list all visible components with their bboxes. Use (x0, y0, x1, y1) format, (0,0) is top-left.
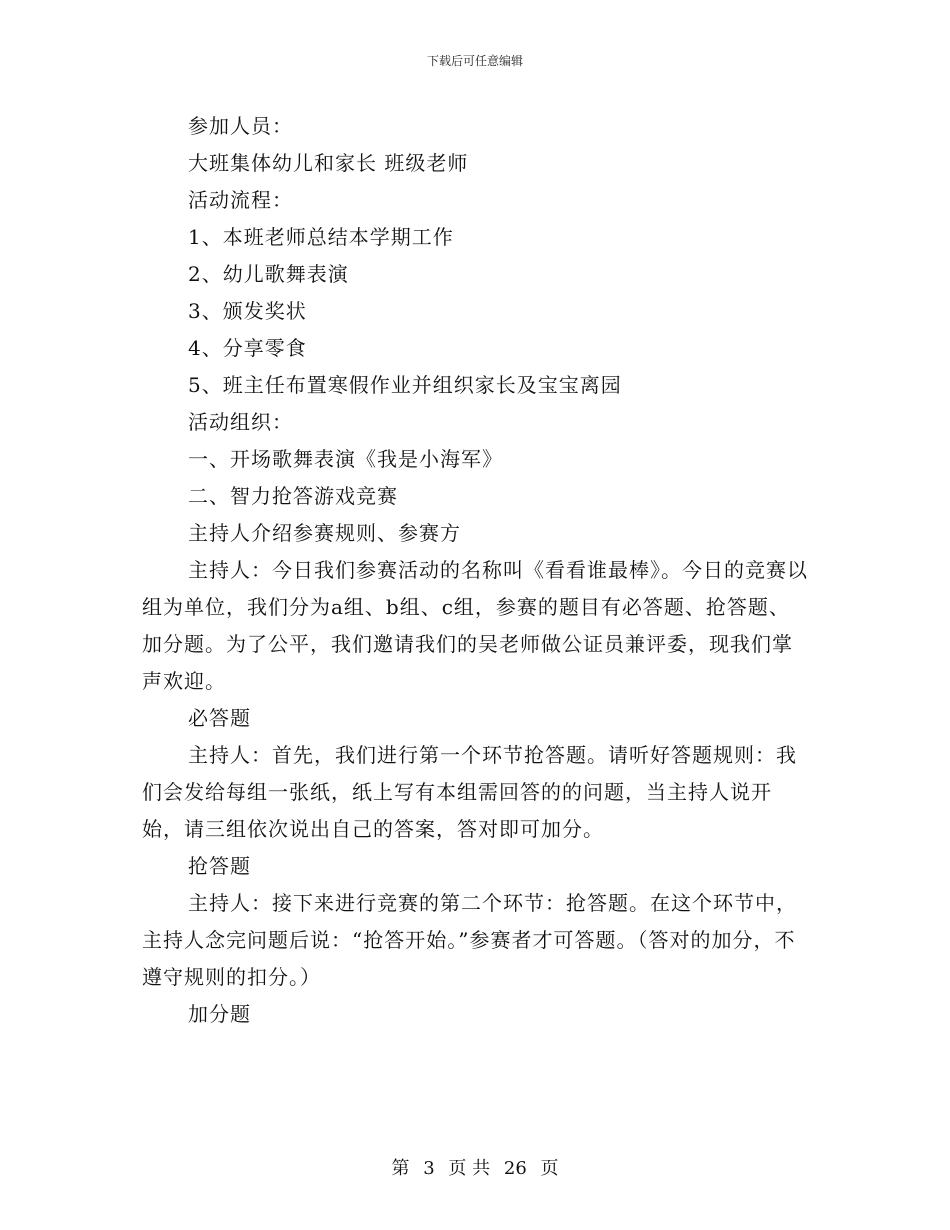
footer-prefix: 第 (391, 1158, 410, 1179)
paragraph: 主持人：首先，我们进行第一个环节抢答题。请听好答题规则：我们会发给每组一张纸，纸上写有本组需回答的的问题，当主持人说开始，请三组依次说出自己的答案，答对即可加分。 (142, 743, 797, 841)
total-pages: 26 (503, 1158, 527, 1179)
text-line: 主持人介绍参赛规则、参赛方 (188, 521, 461, 545)
page-header: 下载后可任意编辑 (426, 54, 523, 68)
paragraph: 主持人：今日我们参赛活动的名称叫《看看谁最棒》。今日的竞赛以组为单位，我们分为a组、b组、c组，参赛的题目有必答题、抢答题、加分题。为了公平，我们邀请我们的吴老师做公证员兼评委，现我们掌声欢迎。 (142, 558, 808, 693)
text-line: 一、开场歌舞表演《我是小海军》 (188, 447, 503, 471)
footer-suffix: 页 (540, 1158, 559, 1179)
section-heading: 必答题 (188, 706, 251, 730)
text-line: 参加人员： (188, 114, 293, 138)
section-heading: 加分题 (188, 1002, 251, 1026)
text-line: 活动流程： (188, 188, 293, 212)
text-line: 活动组织： (188, 410, 293, 434)
page-footer (0, 1154, 950, 1180)
list-item: 5、班主任布置寒假作业并组织家长及宝宝离园 (188, 373, 622, 397)
list-item: 4、分享零食 (188, 336, 307, 360)
list-item: 3、颁发奖状 (188, 299, 307, 323)
document-body (142, 108, 810, 1033)
section-heading: 抢答题 (188, 854, 251, 878)
page-number: 3 (423, 1158, 435, 1179)
text-line: 大班集体幼儿和家长 班级老师 (188, 151, 469, 175)
footer-mid: 页 共 (448, 1158, 491, 1179)
text-line: 二、智力抢答游戏竞赛 (188, 484, 398, 508)
paragraph: 主持人：接下来进行竞赛的第二个环节：抢答题。在这个环节中，主持人念完问题后说：“抢答开始。”参赛者才可答题。（答对的加分，不遵守规则的扣分。） (142, 891, 797, 989)
list-item: 1、本班老师总结本学期工作 (188, 225, 454, 249)
list-item: 2、幼儿歌舞表演 (188, 262, 349, 286)
